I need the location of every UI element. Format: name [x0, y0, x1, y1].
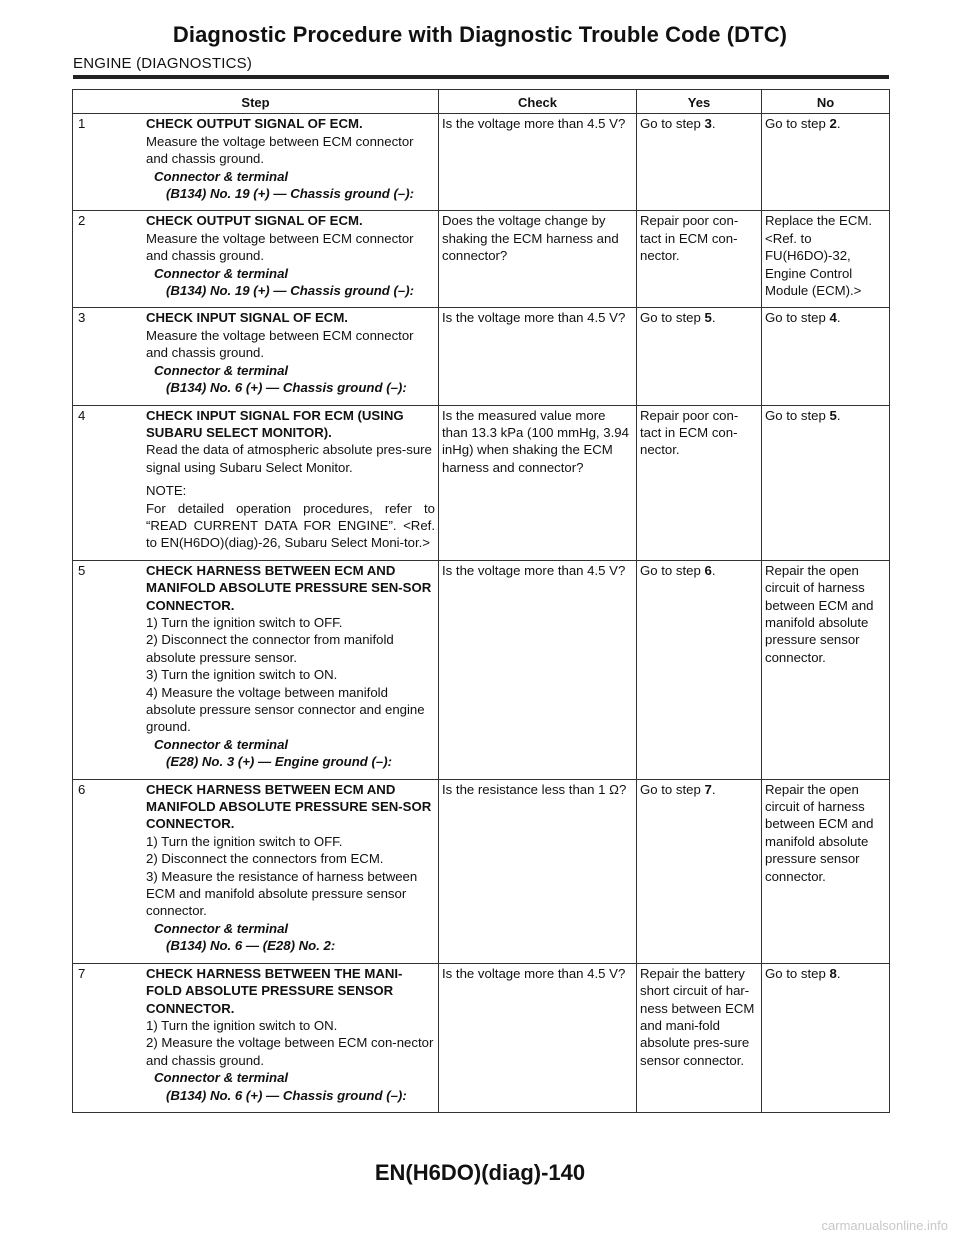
- yes-step-link[interactable]: 7: [704, 781, 712, 797]
- step-number: 4: [78, 407, 86, 423]
- connector-terminal: (B134) No. 6 (+) — Chassis ground (–):: [166, 380, 407, 396]
- check-cell: Is the voltage more than 4.5 V?: [439, 560, 637, 779]
- step-cell: [73, 114, 439, 211]
- no-cell: [762, 405, 890, 560]
- check-cell: Does the voltage change by shaking the ECM harness and connector?: [439, 211, 637, 308]
- table-row: [73, 308, 890, 405]
- connector-heading: Connector & terminal: [154, 168, 289, 184]
- check-cell: Is the voltage more than 4.5 V?: [439, 963, 637, 1112]
- connector-heading: Connector & terminal: [154, 265, 289, 281]
- no-step-link[interactable]: 5: [829, 407, 837, 423]
- no-cell: [762, 963, 890, 1112]
- yes-text-end: .: [711, 310, 716, 326]
- check-cell: Is the resistance less than 1 Ω?: [439, 779, 637, 963]
- yes-text: Go to step: [640, 562, 705, 578]
- no-step-link[interactable]: 2: [829, 116, 837, 132]
- yes-cell: Repair poor con-tact in ECM con-nector.: [637, 405, 762, 560]
- step-number: 6: [78, 781, 86, 797]
- step-instruction: 1) Turn the ignition switch to OFF.: [146, 833, 343, 849]
- step-title: CHECK OUTPUT SIGNAL OF ECM.: [146, 116, 363, 132]
- header-yes: Yes: [637, 90, 762, 114]
- step-cell: [73, 405, 439, 560]
- step-number: 1: [78, 116, 86, 132]
- connector-heading: Connector & terminal: [154, 736, 289, 752]
- watermark: carmanualsonline.info: [821, 1218, 948, 1233]
- step-cell: [73, 560, 439, 779]
- section-subtitle: ENGINE (DIAGNOSTICS): [73, 55, 253, 72]
- step-instruction: 2) Disconnect the connectors from ECM.: [146, 851, 384, 867]
- no-text: Go to step: [765, 310, 830, 326]
- step-cell: [73, 963, 439, 1112]
- yes-step-link[interactable]: 5: [704, 310, 712, 326]
- step-number: 5: [78, 562, 86, 578]
- diagnostic-table: [72, 89, 890, 1113]
- yes-cell: [637, 560, 762, 779]
- yes-cell: Repair poor con-tact in ECM con-nector.: [637, 211, 762, 308]
- table-row: [73, 114, 890, 211]
- table-header-row: [73, 90, 890, 114]
- no-text-end: .: [836, 965, 841, 981]
- yes-text-end: .: [711, 781, 716, 797]
- no-cell: [762, 308, 890, 405]
- yes-cell: [637, 308, 762, 405]
- step-instruction: 1) Turn the ignition switch to OFF.: [146, 614, 343, 630]
- step-cell: [73, 308, 439, 405]
- step-title: CHECK HARNESS BETWEEN THE MANI-FOLD ABSOLUTE PRESSURE SENSOR CONNECTOR.: [146, 965, 403, 1016]
- yes-step-link[interactable]: 3: [704, 116, 712, 132]
- note-text[interactable]: For detailed operation procedures, refer to “READ CURRENT DATA FOR ENGINE”. <Ref. to EN(H6DO)(diag)-26, Subaru Select Moni-tor.>: [146, 500, 435, 551]
- yes-cell: [637, 114, 762, 211]
- step-instruction: Measure the voltage between ECM connector and chassis ground.: [146, 230, 414, 264]
- header-no: No: [762, 90, 890, 114]
- step-number: 7: [78, 965, 86, 981]
- header-step: Step: [73, 90, 439, 114]
- step-title: CHECK HARNESS BETWEEN ECM AND MANIFOLD ABSOLUTE PRESSURE SEN-SOR CONNECTOR.: [146, 781, 432, 832]
- no-cell: Repair the open circuit of harness between ECM and manifold absolute pressure sensor connector.: [762, 779, 890, 963]
- step-instruction: 2) Measure the voltage between ECM con-nector and chassis ground.: [146, 1035, 434, 1068]
- yes-text: Go to step: [640, 781, 705, 797]
- step-instruction: 3) Measure the resistance of harness between ECM and manifold absolute pressure sensor connector.: [146, 868, 418, 919]
- step-instruction: 2) Disconnect the connector from manifold absolute pressure sensor.: [146, 632, 394, 665]
- no-text: Go to step: [765, 965, 830, 981]
- note-label: NOTE:: [146, 483, 187, 499]
- no-cell[interactable]: Replace the ECM. <Ref. to FU(H6DO)-32, Engine Control Module (ECM).>: [762, 211, 890, 308]
- no-text: Go to step: [765, 407, 830, 423]
- table-row: [73, 405, 890, 560]
- step-title: CHECK OUTPUT SIGNAL OF ECM.: [146, 213, 363, 229]
- table-row: [73, 560, 890, 779]
- step-instruction: 1) Turn the ignition switch to ON.: [146, 1017, 338, 1033]
- header-check: Check: [439, 90, 637, 114]
- step-instruction: Read the data of atmospheric absolute pres-sure signal using Subaru Select Monitor.: [146, 442, 432, 475]
- step-instruction: 3) Turn the ignition switch to ON.: [146, 667, 338, 683]
- connector-terminal: (B134) No. 6 — (E28) No. 2:: [166, 938, 336, 954]
- step-instruction: Measure the voltage between ECM connector and chassis ground.: [146, 133, 414, 167]
- step-instruction: 4) Measure the voltage between manifold absolute pressure sensor connector and engine ground.: [146, 684, 425, 735]
- table-row: [73, 779, 890, 963]
- connector-terminal: (B134) No. 19 (+) — Chassis ground (–):: [166, 283, 415, 299]
- step-title: CHECK INPUT SIGNAL OF ECM.: [146, 310, 348, 326]
- no-cell: Repair the open circuit of harness between ECM and manifold absolute pressure sensor connector.: [762, 560, 890, 779]
- yes-text-end: .: [711, 562, 716, 578]
- step-cell: [73, 211, 439, 308]
- page-title: Diagnostic Procedure with Diagnostic Trouble Code (DTC): [172, 22, 788, 47]
- step-title: CHECK INPUT SIGNAL FOR ECM (USING SUBARU SELECT MONITOR).: [146, 407, 404, 440]
- step-instruction: Measure the voltage between ECM connector and chassis ground.: [146, 327, 414, 361]
- page-number: EN(H6DO)(diag)-140: [374, 1160, 586, 1185]
- no-text-end: .: [836, 116, 841, 132]
- step-title: CHECK HARNESS BETWEEN ECM AND MANIFOLD ABSOLUTE PRESSURE SEN-SOR CONNECTOR.: [146, 562, 432, 613]
- no-cell: [762, 114, 890, 211]
- no-text: Go to step: [765, 116, 830, 132]
- check-cell: Is the voltage more than 4.5 V?: [439, 114, 637, 211]
- connector-terminal: (B134) No. 19 (+) — Chassis ground (–):: [166, 186, 415, 202]
- step-cell: [73, 779, 439, 963]
- yes-step-link[interactable]: 6: [704, 562, 712, 578]
- yes-text-end: .: [711, 116, 716, 132]
- check-cell: Is the measured value more than 13.3 kPa (100 mmHg, 3.94 inHg) when shaking the ECM harness and connector?: [439, 405, 637, 560]
- no-text-end: .: [836, 310, 841, 326]
- connector-terminal: (E28) No. 3 (+) — Engine ground (–):: [166, 754, 393, 770]
- header-rule: [73, 75, 889, 79]
- connector-heading: Connector & terminal: [154, 1070, 289, 1086]
- step-number: 3: [78, 310, 86, 326]
- connector-terminal: (B134) No. 6 (+) — Chassis ground (–):: [166, 1087, 407, 1103]
- yes-text: Go to step: [640, 310, 705, 326]
- table-row: [73, 963, 890, 1112]
- connector-heading: Connector & terminal: [154, 362, 289, 378]
- connector-heading: Connector & terminal: [154, 920, 289, 936]
- table-row: [73, 211, 890, 308]
- step-number: 2: [78, 213, 86, 229]
- yes-cell: [637, 779, 762, 963]
- no-text-end: .: [836, 407, 841, 423]
- check-cell: Is the voltage more than 4.5 V?: [439, 308, 637, 405]
- no-step-link[interactable]: 4: [829, 310, 837, 326]
- no-step-link[interactable]: 8: [829, 965, 837, 981]
- yes-cell: Repair the battery short circuit of har-ness between ECM and mani-fold absolute pres-sure sensor connector.: [637, 963, 762, 1112]
- yes-text: Go to step: [640, 116, 705, 132]
